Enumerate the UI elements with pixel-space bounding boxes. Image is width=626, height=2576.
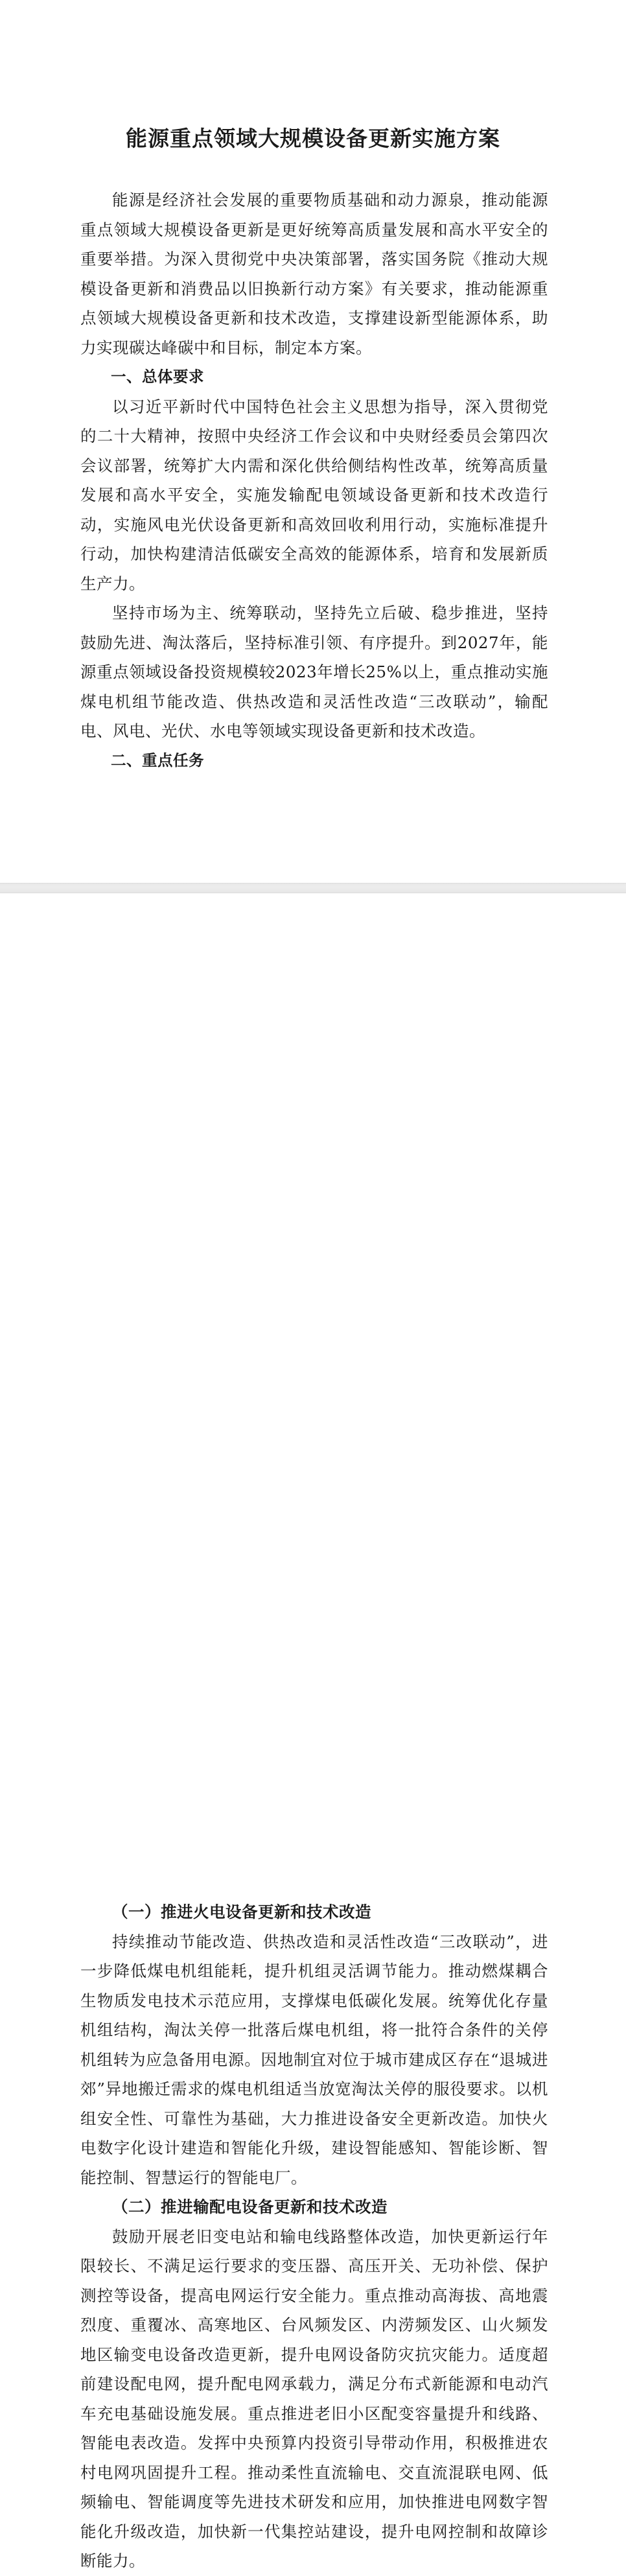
section-1-paragraph-2: 坚持市场为主、统筹联动，坚持先立后破、稳步推进，坚持鼓励先进、淘汰落后，坚持标准引领、有序提升。到2027年，能源重点领域设备投资规模较2023年增长25%以上，重点推动实施煤电机组节能改造、供热改造和灵活性改造“三改联动”，输配电、风电、光伏、水电等领域实现设备更新和技术改造。 — [80, 603, 548, 740]
section-1-paragraph-1: 以习近平新时代中国特色社会主义思想为指导，深入贯彻党的二十大精神，按照中央经济工作会议和中央财经委员会第四次会议部署，统筹扩大内需和深化供给侧结构性改革，统筹高质量发展和高水平安全，实施发输配电领域设备更新和技术改造行动，实施风电光伏设备更新和高效回收利用行动，实施标准提升行动，加快构建清洁低碳安全高效的能源体系，培育和发展新质生产力。 — [80, 397, 548, 593]
document-page-1 — [0, 0, 626, 883]
section-1-heading: 一、总体要求 — [111, 368, 204, 386]
subsection-1-paragraph: 持续推动节能改造、供热改造和灵活性改造“三改联动”，进一步降低煤电机组能耗，提升机组灵活调节能力。推动燃煤耦合生物质发电技术示范应用，支撑煤电低碳化发展。统筹优化存量机组结构，淘汰关停一批落后煤电机组，将一批符合条件的关停机组转为应急备用电源。因地制宜对位于城市建成区存在“退城进郊”异地搬迁需求的煤电机组适当放宽淘汰关停的服役要求。以机组安全性、可靠性为基础，大力推进设备安全更新改造。加快火电数字化设计建造和智能化升级，建设智能感知、智能诊断、智能控制、智慧运行的智能电厂。 — [80, 1932, 548, 2187]
intro-paragraph: 能源是经济社会发展的重要物质基础和动力源泉，推动能源重点领域大规模设备更新是更好统筹高质量发展和高水平安全的重要举措。为深入贯彻党中央决策部署，落实国务院《推动大规模设备更新和消费品以旧换新行动方案》有关要求，推动能源重点领域大规模设备更新和技术改造，支撑建设新型能源体系，助力实现碳达峰碳中和目标，制定本方案。 — [80, 191, 548, 357]
subsection-2-heading: （二）推进输配电设备更新和技术改造 — [112, 2197, 388, 2216]
page-2-body — [80, 1897, 548, 2576]
document-title: 能源重点领域大规模设备更新实施方案 — [126, 126, 500, 151]
document-page-2 — [0, 893, 626, 2570]
page-separator — [0, 883, 626, 893]
section-2-heading: 二、重点任务 — [111, 751, 204, 769]
subsection-2-paragraph: 鼓励开展老旧变电站和输电线路整体改造，加快更新运行年限较长、不满足运行要求的变压器、高压开关、无功补偿、保护测控等设备，提高电网运行安全能力。重点推动高海拔、高地震烈度、重覆冰、高寒地区、台风频发区、内涝频发区、山火频发地区输变电设备改造更新，提升电网设备防灾抗灾能力。适度超前建设配电网，提升配电网承载力，满足分布式新能源和电动汽车充电基础设施发展。重点推进老旧小区配变容量提升和线路、智能电表改造。发挥中央预算内投资引导带动作用，积极推进农村电网巩固提升工程。推动柔性直流输电、交直流混联电网、低频输电、智能调度等先进技术研发和应用，加快推进电网数字智能化升级改造，加快新一代集控站建设，提升电网控制和故障诊断能力。 — [80, 2227, 548, 2570]
page-1-body — [80, 185, 548, 775]
subsection-1-heading: （一）推进火电设备更新和技术改造 — [112, 1903, 371, 1921]
